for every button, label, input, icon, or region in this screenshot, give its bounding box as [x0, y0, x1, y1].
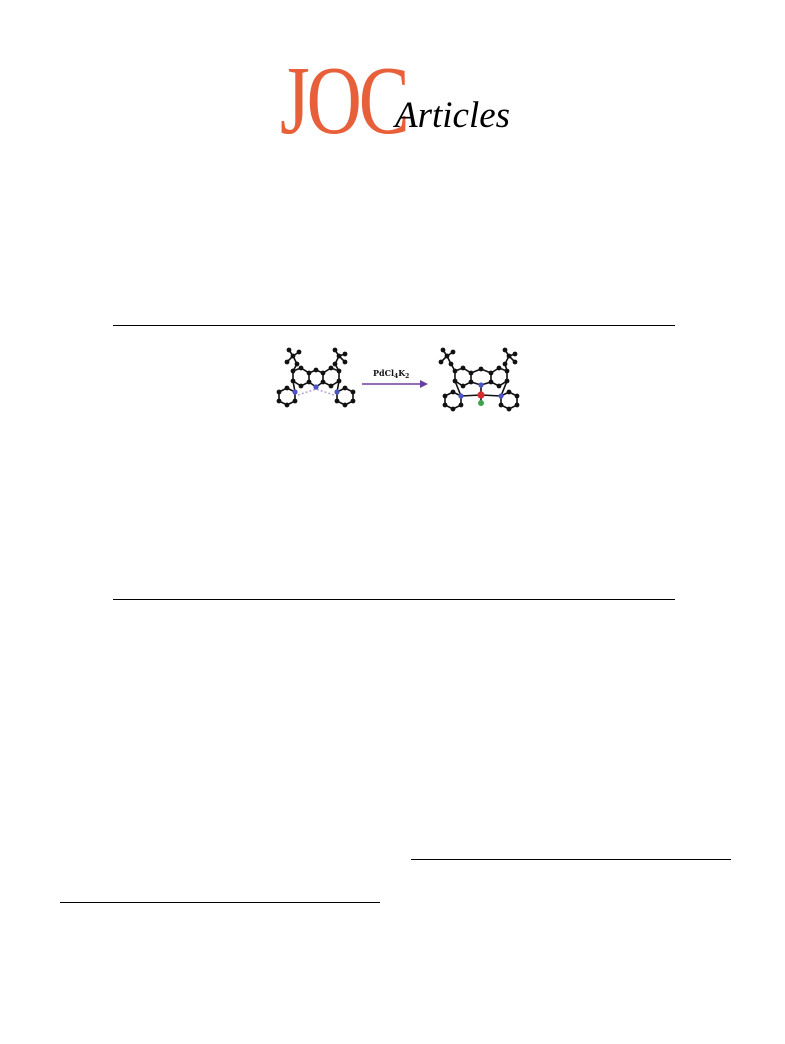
pd-complex-atoms [439, 348, 520, 412]
footnote-rule [60, 902, 380, 903]
reaction-scheme [265, 340, 525, 425]
journal-logo-joc: JOC [280, 47, 407, 155]
section-label: Articles [395, 95, 511, 136]
journal-header [280, 47, 540, 155]
reaction-arrow [362, 380, 428, 388]
ligand-atoms [277, 348, 356, 408]
column-rule [411, 859, 731, 860]
abstract-bottom-rule [113, 599, 675, 600]
toc-graphic [265, 340, 525, 425]
abstract-top-rule [113, 325, 675, 326]
reagent-label: $PdCl_4K_2$ [373, 368, 410, 380]
ligand-structure [279, 350, 353, 405]
